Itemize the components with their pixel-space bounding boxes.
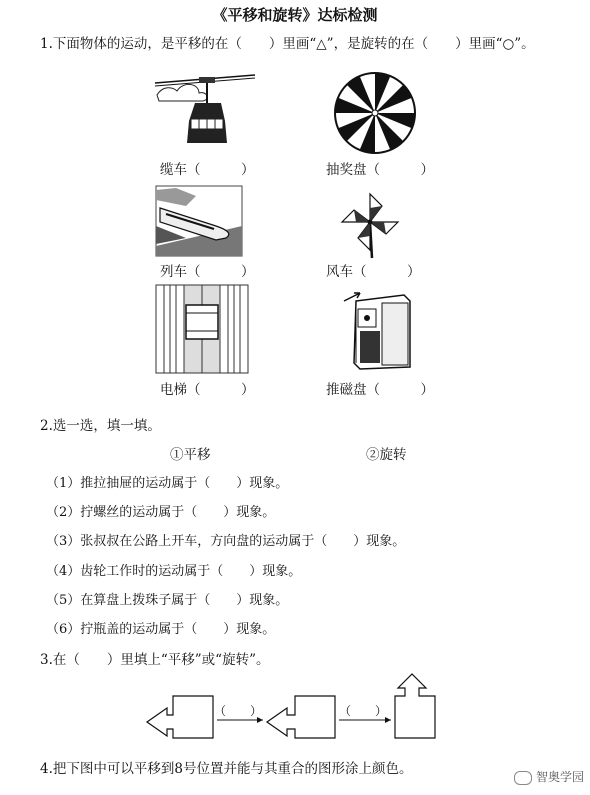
question-4-prompt: 4.把下图中可以平移到8号位置并能与其重合的图形涂上颜色。	[40, 761, 413, 777]
q2-item-6: （6）拧瓶盖的运动属于（ ）现象。	[46, 622, 276, 637]
watermark-text: 智奥学园	[535, 770, 584, 784]
blank-2: （ ）	[339, 704, 388, 718]
disk-drive-icon	[340, 287, 412, 371]
cable-car-label: 缆车（ ）	[160, 162, 255, 178]
q2-item-4: （4）齿轮工作时的运动属于（ ）现象。	[46, 564, 302, 579]
disk-drive-label: 推磁盘（ ）	[326, 382, 434, 398]
option-translation: ①平移	[170, 447, 211, 463]
watermark	[514, 768, 584, 785]
question-2-prompt: 2.选一选，填一填。	[40, 418, 161, 434]
elevator-icon	[156, 285, 248, 373]
train-icon	[156, 186, 242, 256]
wechat-icon	[514, 771, 532, 785]
lottery-wheel-icon	[334, 72, 416, 154]
lottery-wheel-label: 抽奖盘（ ）	[326, 162, 434, 178]
page-title: 《平移和旋转》达标检测	[212, 6, 378, 24]
pinwheel-label: 风车（ ）	[326, 264, 421, 280]
question-1-prompt: 1.下面物体的运动，是平移的在（ ）里画“△”，是旋转的在（ ）里画“○”。	[40, 36, 535, 52]
train-label: 列车（ ）	[160, 264, 255, 280]
question-3-prompt: 3.在（ ）里填上“平移”或“旋转”。	[40, 652, 270, 668]
q2-item-5: （5）在算盘上拨珠子属于（ ）现象。	[46, 593, 289, 608]
q2-item-1: （1）推拉抽屉的运动属于（ ）现象。	[46, 476, 289, 491]
q2-item-3: （3）张叔叔在公路上开车，方向盘的运动属于（ ）现象。	[46, 534, 406, 549]
arrow-shapes-diagram	[145, 674, 440, 744]
cable-car-icon	[155, 75, 255, 150]
blank-1: （ ）	[214, 704, 263, 718]
elevator-label: 电梯（ ）	[160, 382, 255, 398]
pinwheel-icon	[340, 192, 400, 258]
q2-item-2: （2）拧螺丝的运动属于（ ）现象。	[46, 505, 276, 520]
option-rotation: ②旋转	[366, 447, 407, 463]
